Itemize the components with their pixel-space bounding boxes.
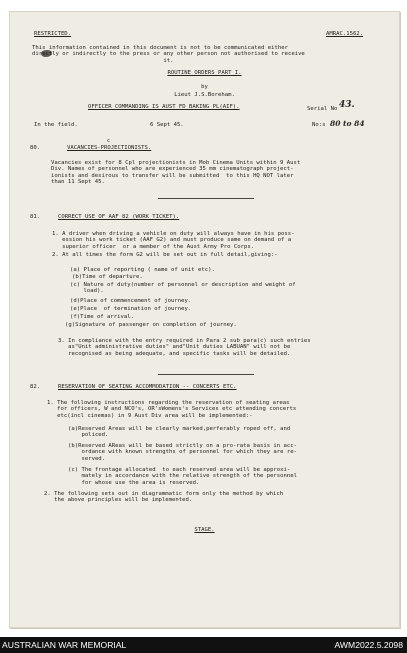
paragraph-item: 1. The following instructions regarding the reservation of seating areas for officers, W and NCO's, OR'sWomens's Services etc attending concerts etc(incl cinemas) in 9 Aust Div area will be implemented:- [47, 400, 297, 419]
section-number: 82. [30, 384, 41, 390]
document-reference: AMRAC.1562. [326, 31, 364, 37]
sub-item: (g)Signature of passenger on completion of journey. [65, 322, 237, 328]
security-warning: This information contained in this document is not to be communicated either directly or indirectly to the press or any other person not authorised to receive it. [32, 45, 305, 64]
order-numbers-handwritten: 80 to 84 [330, 119, 365, 128]
sub-item: (d)Place of commencement of journey. [70, 298, 192, 304]
paragraph-item: 1. A driver when driving a vehicle on duty will always have in his poss- ession his work ticket (AAF G2) and must produce same on demand of a superior officer or a member of the Aust Army Pro Corps. [52, 231, 295, 250]
document-page [9, 11, 400, 628]
by-line: by [201, 84, 208, 90]
divider [158, 374, 254, 375]
section-heading: VACANCIES-PROJECTIONISTS. [67, 145, 152, 151]
stage-label: STAGE. [194, 527, 215, 533]
sub-item: (b)Time of departure. [72, 274, 143, 280]
section-heading: RESERVATION OF SEATING ACCOMMODATION -- CONCERTS ETC. [58, 384, 237, 390]
footer-institution: AUSTRALIAN WAR MEMORIAL [2, 640, 127, 650]
section-number: 81. [30, 214, 41, 220]
sub-item: (b)Reserved AReas will be based strictly on a pro-rata basis in acc- ordance with known strengths of personnel for which they are re- served. [68, 443, 298, 462]
sub-item: (f)Time of arrival. [70, 314, 134, 320]
sub-item: (a)Reserved Areas will be clearly marked,perferably roped off, and policed. [68, 426, 291, 439]
section-heading: CORRECT USE OF AAF 82 (WORK TICKET). [58, 214, 180, 220]
sub-item: (e)Place of termination of journey. [70, 306, 192, 312]
document-title: ROUTINE ORDERS PART I. [167, 70, 242, 76]
officer-commanding-line: OFFICER COMMANDING IS AUST FD BAKING PL(AIF). [88, 104, 240, 110]
handwritten-correction: c [107, 138, 111, 144]
section-number: 80. [30, 145, 41, 151]
paragraph-item: 2. At all times the form G2 will be set out in full detail,giving:- [52, 252, 278, 258]
paragraph-item: 2. The following sets out in diagrammatic form only the method by which the above principles will be implemented. [44, 491, 284, 504]
divider [158, 198, 254, 199]
serial-number-handwritten: 43. [339, 100, 355, 110]
order-date: 6 Sept 45. [150, 122, 184, 128]
section-body: Vacancies exist for 8 Cpl projectionists in Mob Cinema Units within 9 Aust Div. Names of personnel who are experienced 35 mm cinematograph project- ionists and desirous to transfer will be submitted to this HQ NOT later than 11 Sept 45. [51, 160, 301, 186]
location: In the field. [34, 122, 78, 128]
paragraph-item: 3. In compliance with the entry required in Para 2 sub para(c) such entries as"Unit administrative duties" and"Unit duties LABUAN" will not be recognised as being adequate, and specific tasks will be detailed. [58, 338, 311, 357]
serial-label: Serial No [307, 106, 338, 112]
footer-accession-number: AWM2022.5.2098 [334, 640, 403, 650]
sub-item: (a) Place of reporting ( name of unit etc). [70, 267, 215, 273]
restricted-marking: RESTRICTED. [34, 31, 72, 37]
sub-item: (c) Nature of duty(number of personnel or description and weight of load). [70, 282, 296, 295]
author-name: Lieut J.S.Boreham. [174, 92, 235, 98]
archive-footer [0, 637, 407, 653]
nos-label: No:s [312, 122, 326, 128]
sub-item: (c) The frontage allocated to each reserved area will be approxi- mately in accordance with the relative strength of the personnel for whose use the area is reserved. [68, 467, 298, 486]
